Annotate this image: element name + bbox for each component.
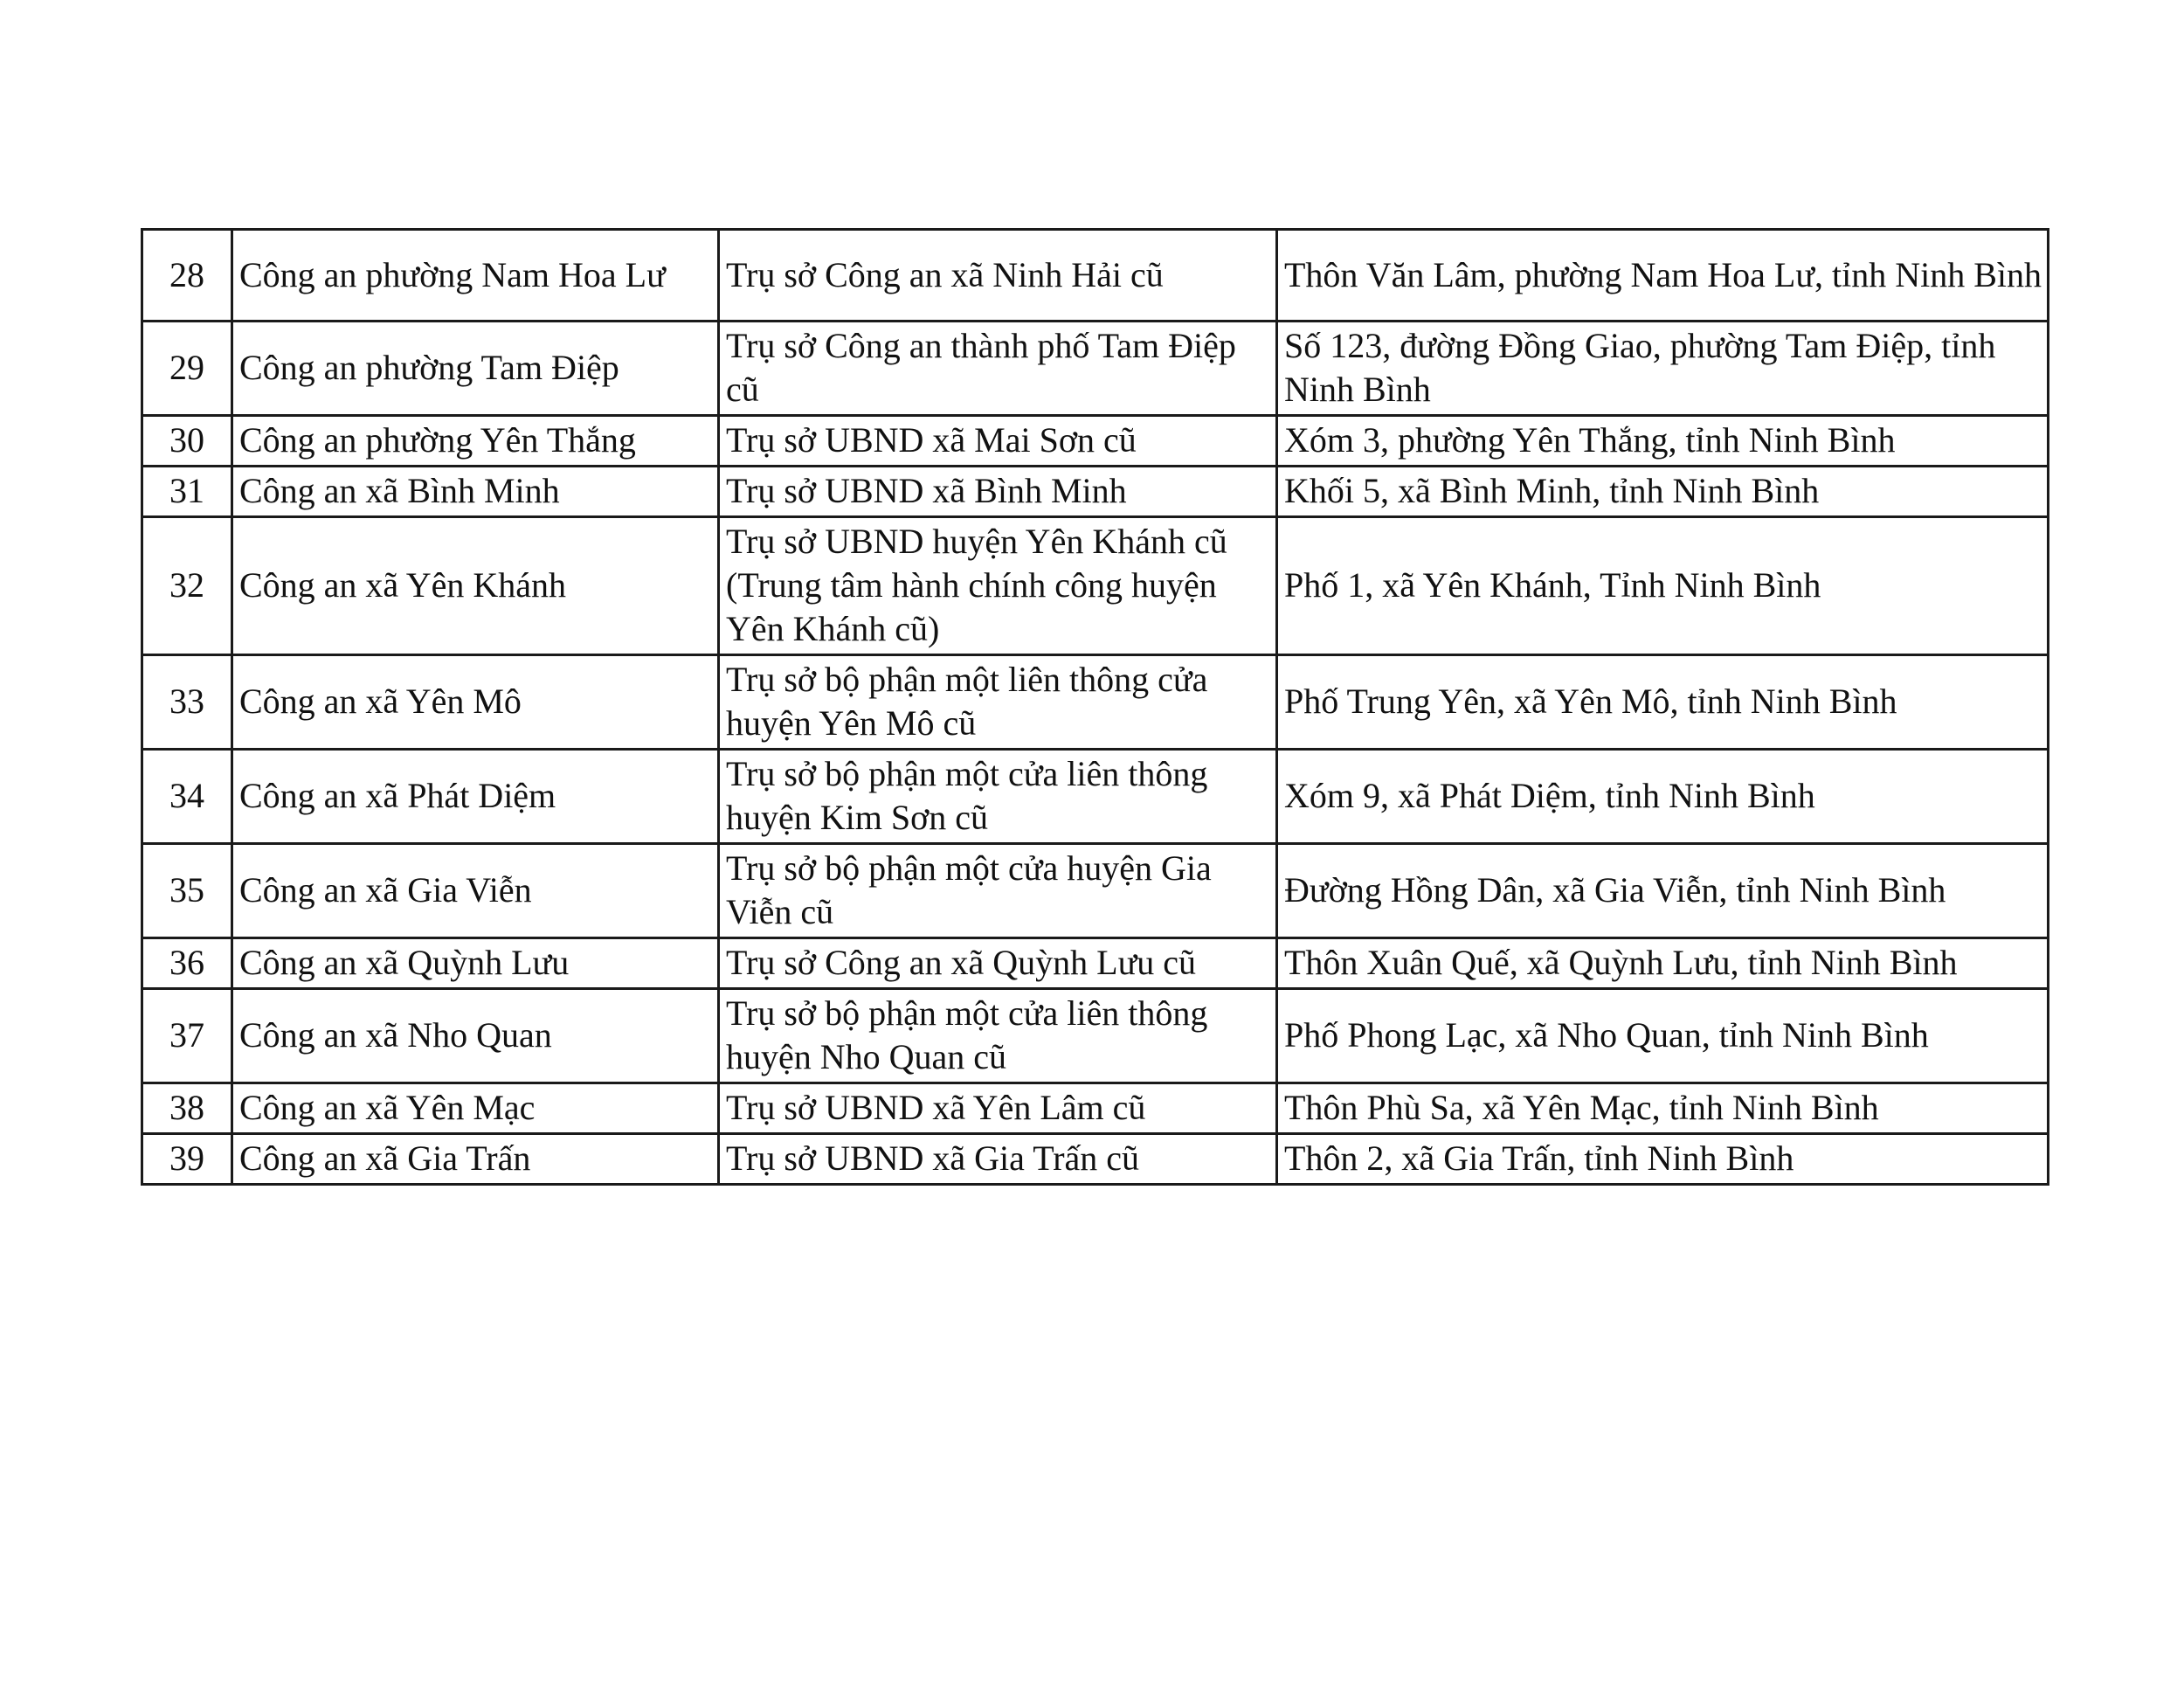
office-address: Số 123, đường Đồng Giao, phường Tam Điệp, tỉnh Ninh Bình (1277, 322, 2049, 416)
office-location: Trụ sở UBND xã Bình Minh (719, 467, 1277, 517)
table-row (142, 467, 2049, 517)
unit-name: Công an xã Bình Minh (232, 467, 719, 517)
office-address: Thôn Văn Lâm, phường Nam Hoa Lư, tỉnh Ninh Bình (1277, 230, 2049, 322)
row-number: 36 (142, 938, 232, 989)
office-location: Trụ sở bộ phận một cửa liên thông huyện Nho Quan cũ (719, 989, 1277, 1083)
office-address: Thôn 2, xã Gia Trấn, tỉnh Ninh Bình (1277, 1134, 2049, 1185)
row-number: 33 (142, 655, 232, 750)
office-address: Thôn Phù Sa, xã Yên Mạc, tỉnh Ninh Bình (1277, 1083, 2049, 1134)
office-address: Phố Trung Yên, xã Yên Mô, tỉnh Ninh Bình (1277, 655, 2049, 750)
table-row (142, 322, 2049, 416)
unit-name: Công an xã Yên Mô (232, 655, 719, 750)
unit-name: Công an xã Gia Viễn (232, 844, 719, 938)
office-location: Trụ sở UBND huyện Yên Khánh cũ (Trung tâm hành chính công huyện Yên Khánh cũ) (719, 517, 1277, 655)
office-address: Thôn Xuân Quế, xã Quỳnh Lưu, tỉnh Ninh Bình (1277, 938, 2049, 989)
table-row (142, 989, 2049, 1083)
row-number: 30 (142, 416, 232, 467)
office-address: Phố Phong Lạc, xã Nho Quan, tỉnh Ninh Bình (1277, 989, 2049, 1083)
row-number: 38 (142, 1083, 232, 1134)
table-row (142, 230, 2049, 322)
row-number: 28 (142, 230, 232, 322)
office-location: Trụ sở Công an xã Ninh Hải cũ (719, 230, 1277, 322)
unit-name: Công an phường Yên Thắng (232, 416, 719, 467)
table-row (142, 517, 2049, 655)
row-number: 34 (142, 750, 232, 844)
unit-name: Công an xã Yên Khánh (232, 517, 719, 655)
unit-name: Công an phường Nam Hoa Lư (232, 230, 719, 322)
office-address: Xóm 3, phường Yên Thắng, tỉnh Ninh Bình (1277, 416, 2049, 467)
table-row (142, 416, 2049, 467)
table-row (142, 655, 2049, 750)
table-body (142, 230, 2049, 1185)
row-number: 35 (142, 844, 232, 938)
unit-name: Công an xã Nho Quan (232, 989, 719, 1083)
office-location: Trụ sở UBND xã Yên Lâm cũ (719, 1083, 1277, 1134)
office-location: Trụ sở Công an thành phố Tam Điệp cũ (719, 322, 1277, 416)
unit-name: Công an xã Yên Mạc (232, 1083, 719, 1134)
table-row (142, 1134, 2049, 1185)
row-number: 31 (142, 467, 232, 517)
office-address: Xóm 9, xã Phát Diệm, tỉnh Ninh Bình (1277, 750, 2049, 844)
unit-name: Công an phường Tam Điệp (232, 322, 719, 416)
office-location: Trụ sở bộ phận một liên thông cửa huyện Yên Mô cũ (719, 655, 1277, 750)
office-location: Trụ sở Công an xã Quỳnh Lưu cũ (719, 938, 1277, 989)
police-units-table (141, 228, 2049, 1186)
row-number: 29 (142, 322, 232, 416)
office-location: Trụ sở UBND xã Mai Sơn cũ (719, 416, 1277, 467)
table-row (142, 1083, 2049, 1134)
row-number: 39 (142, 1134, 232, 1185)
office-address: Phố 1, xã Yên Khánh, Tỉnh Ninh Bình (1277, 517, 2049, 655)
row-number: 37 (142, 989, 232, 1083)
table-row (142, 844, 2049, 938)
office-location: Trụ sở bộ phận một cửa liên thông huyện Kim Sơn cũ (719, 750, 1277, 844)
table-row (142, 938, 2049, 989)
row-number: 32 (142, 517, 232, 655)
office-address: Đường Hồng Dân, xã Gia Viễn, tỉnh Ninh Bình (1277, 844, 2049, 938)
office-location: Trụ sở UBND xã Gia Trấn cũ (719, 1134, 1277, 1185)
table-row (142, 750, 2049, 844)
unit-name: Công an xã Phát Diệm (232, 750, 719, 844)
office-location: Trụ sở bộ phận một cửa huyện Gia Viễn cũ (719, 844, 1277, 938)
office-address: Khối 5, xã Bình Minh, tỉnh Ninh Bình (1277, 467, 2049, 517)
unit-name: Công an xã Quỳnh Lưu (232, 938, 719, 989)
unit-name: Công an xã Gia Trấn (232, 1134, 719, 1185)
